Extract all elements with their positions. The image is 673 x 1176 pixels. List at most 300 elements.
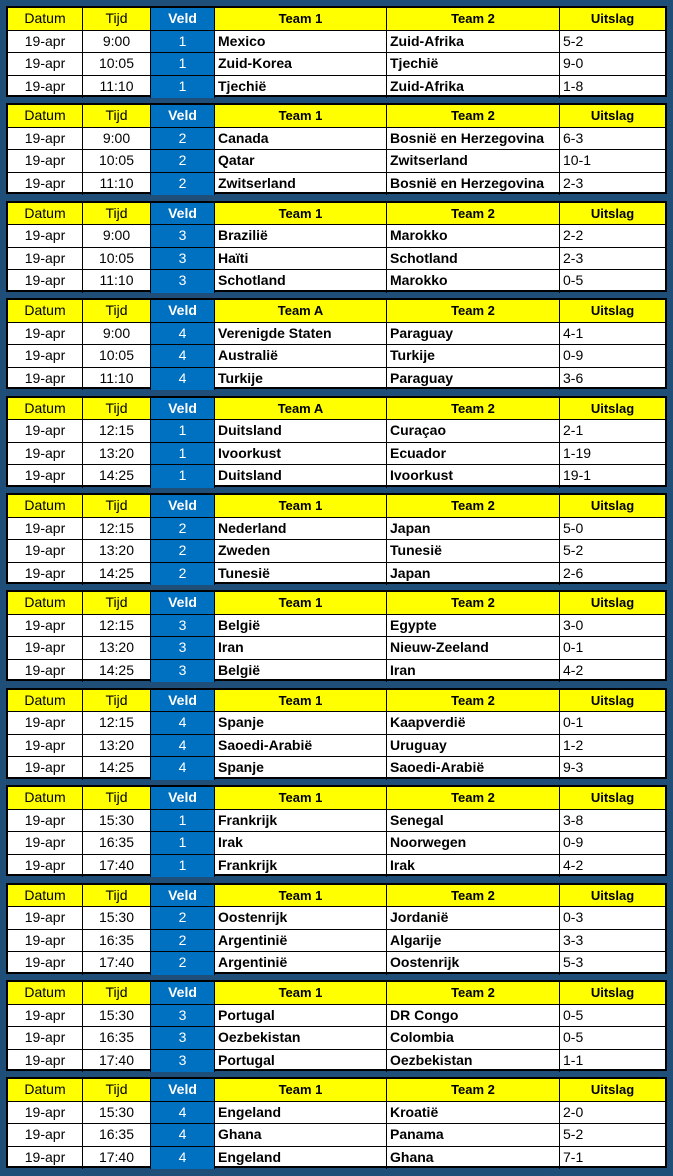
cell-field: 3: [151, 615, 215, 637]
cell-field: 3: [151, 225, 215, 247]
cell-result: 0-5: [563, 272, 584, 289]
cell-team2: Japan: [387, 563, 560, 586]
cell-team2: Oezbekistan: [387, 1050, 560, 1073]
cell-date: 19-apr: [8, 270, 83, 293]
header-result: Uitslag: [560, 982, 665, 1004]
cell-time: 10:05: [83, 53, 151, 75]
cell-result: 2-3: [563, 174, 584, 191]
header-result: Uitslag: [560, 1079, 665, 1101]
table-row: [8, 76, 665, 99]
cell-team1: Spanje: [215, 712, 387, 734]
cell-field: 1: [151, 855, 215, 878]
cell-result: 3-0: [563, 616, 584, 633]
header-team2: Team 2: [387, 982, 560, 1004]
cell-team1: Saoedi-Arabië: [215, 735, 387, 757]
cell-date: 19-apr: [8, 518, 83, 540]
table-row: [8, 368, 665, 391]
cell-time: 15:30: [83, 907, 151, 929]
header-row: [8, 398, 665, 421]
table-row: [8, 1005, 665, 1028]
cell-time: 9:00: [83, 225, 151, 247]
cell-team1: Mexico: [215, 31, 387, 53]
header-team2: Team 2: [387, 787, 560, 809]
header-date: Datum: [8, 787, 83, 809]
table-row: [8, 128, 665, 151]
table-row: [8, 150, 665, 173]
cell-date: 19-apr: [8, 907, 83, 929]
cell-result: 2-3: [563, 249, 584, 266]
cell-team1: Turkije: [215, 368, 387, 391]
header-team2: Team 2: [387, 105, 560, 127]
table-row: [8, 225, 665, 248]
cell-team1: Zuid-Korea: [215, 53, 387, 75]
cell-field: 1: [151, 810, 215, 832]
cell-date: 19-apr: [8, 1005, 83, 1027]
cell-field: 3: [151, 1050, 215, 1073]
cell-result: 4-1: [563, 324, 584, 341]
cell-team2: Kaapverdië: [387, 712, 560, 734]
header-row: [8, 1079, 665, 1102]
cell-team1: Portugal: [215, 1050, 387, 1073]
cell-result: 2-1: [563, 422, 584, 439]
cell-time: 13:20: [83, 540, 151, 562]
cell-team1: Zweden: [215, 540, 387, 562]
header-time: Tijd: [83, 592, 151, 614]
cell-team1: Ghana: [215, 1124, 387, 1146]
header-row: [8, 787, 665, 810]
cell-result: 9-0: [563, 55, 584, 71]
header-result: Uitslag: [560, 787, 665, 809]
cell-team1: Australië: [215, 345, 387, 367]
cell-time: 13:20: [83, 443, 151, 465]
table-row: [8, 952, 665, 975]
cell-time: 10:05: [83, 150, 151, 172]
cell-field: 4: [151, 345, 215, 367]
cell-result: 9-3: [563, 759, 584, 776]
header-result: Uitslag: [560, 592, 665, 614]
cell-result: 1-2: [563, 736, 584, 753]
cell-time: 16:35: [83, 1027, 151, 1049]
header-date: Datum: [8, 105, 83, 127]
header-team2: Team 2: [387, 203, 560, 225]
cell-result: 2-2: [563, 227, 584, 244]
cell-team2: Tjechië: [387, 53, 560, 75]
header-row: [8, 690, 665, 713]
match-block: [6, 396, 667, 487]
cell-result: 4-2: [563, 856, 584, 873]
cell-field: 2: [151, 930, 215, 952]
cell-team1: Brazilië: [215, 225, 387, 247]
cell-team2: Egypte: [387, 615, 560, 637]
header-date: Datum: [8, 1079, 83, 1101]
header-date: Datum: [8, 203, 83, 225]
cell-date: 19-apr: [8, 1147, 83, 1170]
header-team1: Team 1: [215, 787, 387, 809]
cell-result: 2-0: [563, 1103, 584, 1120]
table-row: [8, 855, 665, 878]
cell-result: 3-3: [563, 931, 584, 948]
cell-field: 4: [151, 1147, 215, 1170]
cell-team2: Kroatië: [387, 1102, 560, 1124]
cell-team2: Nieuw-Zeeland: [387, 637, 560, 659]
cell-team2: Schotland: [387, 248, 560, 270]
cell-time: 12:15: [83, 712, 151, 734]
header-team2: Team 2: [387, 8, 560, 30]
cell-date: 19-apr: [8, 368, 83, 391]
table-row: [8, 173, 665, 196]
cell-time: 15:30: [83, 1005, 151, 1027]
cell-field: 1: [151, 420, 215, 442]
cell-result: 0-3: [563, 909, 584, 926]
header-time: Tijd: [83, 495, 151, 517]
cell-field: 2: [151, 173, 215, 196]
header-date: Datum: [8, 592, 83, 614]
cell-result: 1-1: [563, 1051, 584, 1068]
cell-time: 11:10: [83, 173, 151, 196]
table-row: [8, 323, 665, 346]
header-team2: Team 2: [387, 495, 560, 517]
cell-result: 4-2: [563, 661, 584, 678]
cell-date: 19-apr: [8, 150, 83, 172]
cell-date: 19-apr: [8, 173, 83, 196]
match-block: [6, 298, 667, 389]
cell-field: 4: [151, 323, 215, 345]
cell-date: 19-apr: [8, 952, 83, 975]
header-field: Veld: [151, 885, 215, 907]
header-result: Uitslag: [560, 8, 665, 30]
cell-team2: Ghana: [387, 1147, 560, 1170]
match-block: [6, 201, 667, 292]
cell-team2: Tunesië: [387, 540, 560, 562]
header-field: Veld: [151, 690, 215, 712]
cell-team1: Argentinië: [215, 952, 387, 975]
cell-result: 7-1: [563, 1148, 584, 1165]
cell-date: 19-apr: [8, 1102, 83, 1124]
cell-result: 1-8: [563, 77, 584, 94]
header-row: [8, 203, 665, 226]
cell-date: 19-apr: [8, 53, 83, 75]
table-row: [8, 757, 665, 780]
header-date: Datum: [8, 398, 83, 420]
cell-team2: Saoedi-Arabië: [387, 757, 560, 780]
cell-field: 1: [151, 465, 215, 488]
header-date: Datum: [8, 495, 83, 517]
cell-date: 19-apr: [8, 76, 83, 99]
header-result: Uitslag: [560, 495, 665, 517]
cell-team2: Iran: [387, 660, 560, 683]
cell-field: 2: [151, 907, 215, 929]
header-time: Tijd: [83, 398, 151, 420]
cell-team1: Irak: [215, 832, 387, 854]
cell-field: 3: [151, 1027, 215, 1049]
cell-time: 10:05: [83, 345, 151, 367]
cell-field: 2: [151, 540, 215, 562]
header-field: Veld: [151, 8, 215, 30]
cell-time: 15:30: [83, 810, 151, 832]
cell-time: 16:35: [83, 1124, 151, 1146]
header-team1: Team A: [215, 398, 387, 420]
cell-time: 9:00: [83, 323, 151, 345]
cell-team1: Duitsland: [215, 465, 387, 488]
cell-team2: Senegal: [387, 810, 560, 832]
cell-time: 17:40: [83, 952, 151, 975]
cell-result: 5-2: [563, 32, 584, 49]
cell-team1: Spanje: [215, 757, 387, 780]
cell-team1: Portugal: [215, 1005, 387, 1027]
cell-team2: Paraguay: [387, 323, 560, 345]
cell-time: 15:30: [83, 1102, 151, 1124]
cell-field: 1: [151, 443, 215, 465]
cell-field: 2: [151, 128, 215, 150]
table-row: [8, 465, 665, 488]
cell-team1: Canada: [215, 128, 387, 150]
cell-time: 13:20: [83, 637, 151, 659]
cell-team1: België: [215, 660, 387, 683]
cell-date: 19-apr: [8, 810, 83, 832]
match-block: [6, 6, 667, 97]
cell-team1: Ivoorkust: [215, 443, 387, 465]
cell-time: 14:25: [83, 660, 151, 683]
table-row: [8, 540, 665, 563]
cell-result: 0-9: [563, 834, 584, 851]
table-row: [8, 420, 665, 443]
cell-team1: Engeland: [215, 1102, 387, 1124]
header-team1: Team 1: [215, 885, 387, 907]
header-time: Tijd: [83, 1079, 151, 1101]
cell-date: 19-apr: [8, 248, 83, 270]
header-date: Datum: [8, 690, 83, 712]
cell-field: 3: [151, 660, 215, 683]
cell-result: 5-2: [563, 1126, 584, 1143]
match-block: [6, 493, 667, 584]
cell-team2: Paraguay: [387, 368, 560, 391]
header-result: Uitslag: [560, 690, 665, 712]
cell-date: 19-apr: [8, 832, 83, 854]
header-result: Uitslag: [560, 300, 665, 322]
header-field: Veld: [151, 495, 215, 517]
cell-field: 4: [151, 368, 215, 391]
cell-date: 19-apr: [8, 345, 83, 367]
header-row: [8, 8, 665, 31]
cell-date: 19-apr: [8, 31, 83, 53]
cell-team1: Verenigde Staten: [215, 323, 387, 345]
header-row: [8, 300, 665, 323]
cell-date: 19-apr: [8, 712, 83, 734]
cell-time: 17:40: [83, 1147, 151, 1170]
cell-time: 14:25: [83, 563, 151, 586]
header-date: Datum: [8, 885, 83, 907]
header-date: Datum: [8, 8, 83, 30]
table-row: [8, 930, 665, 953]
cell-team2: Ivoorkust: [387, 465, 560, 488]
cell-date: 19-apr: [8, 1027, 83, 1049]
header-time: Tijd: [83, 105, 151, 127]
header-team2: Team 2: [387, 592, 560, 614]
header-field: Veld: [151, 105, 215, 127]
cell-time: 13:20: [83, 735, 151, 757]
header-result: Uitslag: [560, 203, 665, 225]
header-team1: Team 1: [215, 105, 387, 127]
cell-team1: Argentinië: [215, 930, 387, 952]
table-row: [8, 1027, 665, 1050]
cell-result: 6-3: [563, 129, 584, 146]
cell-result: 1-19: [563, 444, 592, 461]
cell-date: 19-apr: [8, 540, 83, 562]
table-row: [8, 345, 665, 368]
cell-time: 16:35: [83, 930, 151, 952]
cell-field: 1: [151, 53, 215, 75]
cell-team2: Marokko: [387, 225, 560, 247]
table-row: [8, 1102, 665, 1125]
table-row: [8, 637, 665, 660]
cell-date: 19-apr: [8, 1124, 83, 1146]
cell-result: 0-9: [563, 347, 584, 364]
cell-field: 4: [151, 712, 215, 734]
cell-field: 3: [151, 1005, 215, 1027]
cell-team2: Japan: [387, 518, 560, 540]
cell-result: 3-6: [563, 369, 584, 386]
header-team1: Team 1: [215, 690, 387, 712]
table-row: [8, 270, 665, 293]
cell-team2: Zuid-Afrika: [387, 31, 560, 53]
cell-team1: Qatar: [215, 150, 387, 172]
match-block: [6, 785, 667, 876]
cell-team2: Panama: [387, 1124, 560, 1146]
table-row: [8, 660, 665, 683]
table-row: [8, 53, 665, 76]
header-time: Tijd: [83, 203, 151, 225]
header-row: [8, 982, 665, 1005]
cell-time: 12:15: [83, 420, 151, 442]
table-row: [8, 810, 665, 833]
cell-field: 3: [151, 637, 215, 659]
cell-date: 19-apr: [8, 615, 83, 637]
cell-time: 9:00: [83, 128, 151, 150]
table-row: [8, 1124, 665, 1147]
cell-time: 14:25: [83, 465, 151, 488]
header-team2: Team 2: [387, 398, 560, 420]
header-team2: Team 2: [387, 300, 560, 322]
cell-field: 4: [151, 735, 215, 757]
cell-time: 11:10: [83, 76, 151, 99]
cell-time: 10:05: [83, 248, 151, 270]
match-block: [6, 1077, 667, 1168]
cell-date: 19-apr: [8, 420, 83, 442]
cell-field: 2: [151, 518, 215, 540]
cell-date: 19-apr: [8, 128, 83, 150]
table-row: [8, 248, 665, 271]
header-field: Veld: [151, 398, 215, 420]
cell-date: 19-apr: [8, 465, 83, 488]
cell-team1: Engeland: [215, 1147, 387, 1170]
cell-time: 17:40: [83, 1050, 151, 1073]
cell-result: 2-6: [563, 564, 584, 581]
match-block: [6, 883, 667, 974]
cell-time: 17:40: [83, 855, 151, 878]
cell-team2: Turkije: [387, 345, 560, 367]
cell-field: 1: [151, 31, 215, 53]
cell-date: 19-apr: [8, 930, 83, 952]
cell-team1: Oezbekistan: [215, 1027, 387, 1049]
cell-team1: Frankrijk: [215, 855, 387, 878]
cell-team2: Zwitserland: [387, 150, 560, 172]
cell-team2: DR Congo: [387, 1005, 560, 1027]
cell-team1: Frankrijk: [215, 810, 387, 832]
table-row: [8, 1050, 665, 1073]
cell-result: 19-1: [563, 467, 592, 484]
cell-team2: Noorwegen: [387, 832, 560, 854]
match-block: [6, 980, 667, 1071]
header-field: Veld: [151, 1079, 215, 1101]
cell-date: 19-apr: [8, 563, 83, 586]
cell-team1: Zwitserland: [215, 173, 387, 196]
cell-team1: Tjechië: [215, 76, 387, 99]
header-team1: Team A: [215, 300, 387, 322]
table-row: [8, 735, 665, 758]
cell-team2: Marokko: [387, 270, 560, 293]
cell-result: 5-0: [563, 519, 584, 536]
cell-team2: Jordanië: [387, 907, 560, 929]
cell-date: 19-apr: [8, 443, 83, 465]
cell-time: 14:25: [83, 757, 151, 780]
table-row: [8, 31, 665, 54]
cell-result: 5-3: [563, 954, 584, 971]
cell-team1: Oostenrijk: [215, 907, 387, 929]
match-block: [6, 590, 667, 681]
cell-field: 3: [151, 248, 215, 270]
cell-team1: Iran: [215, 637, 387, 659]
cell-field: 2: [151, 563, 215, 586]
cell-time: 11:10: [83, 270, 151, 293]
cell-field: 3: [151, 270, 215, 293]
table-row: [8, 615, 665, 638]
table-row: [8, 832, 665, 855]
header-team1: Team 1: [215, 982, 387, 1004]
cell-result: 5-2: [563, 542, 584, 558]
header-result: Uitslag: [560, 885, 665, 907]
table-row: [8, 712, 665, 735]
header-time: Tijd: [83, 982, 151, 1004]
header-time: Tijd: [83, 787, 151, 809]
cell-team2: Uruguay: [387, 735, 560, 757]
header-row: [8, 105, 665, 128]
cell-team2: Ecuador: [387, 443, 560, 465]
header-team1: Team 1: [215, 495, 387, 517]
table-row: [8, 907, 665, 930]
cell-team2: Curaçao: [387, 420, 560, 442]
header-row: [8, 592, 665, 615]
cell-team2: Algarije: [387, 930, 560, 952]
cell-date: 19-apr: [8, 323, 83, 345]
cell-result: 0-5: [563, 1029, 584, 1045]
cell-result: 3-8: [563, 811, 584, 828]
cell-team1: Schotland: [215, 270, 387, 293]
cell-field: 4: [151, 1124, 215, 1146]
cell-field: 2: [151, 952, 215, 975]
cell-date: 19-apr: [8, 757, 83, 780]
header-team1: Team 1: [215, 203, 387, 225]
cell-team1: Duitsland: [215, 420, 387, 442]
header-field: Veld: [151, 300, 215, 322]
cell-time: 11:10: [83, 368, 151, 391]
cell-time: 16:35: [83, 832, 151, 854]
cell-team2: Bosnië en Herzegovina: [387, 173, 560, 196]
cell-date: 19-apr: [8, 225, 83, 247]
header-time: Tijd: [83, 300, 151, 322]
header-result: Uitslag: [560, 105, 665, 127]
header-team2: Team 2: [387, 885, 560, 907]
cell-team2: Oostenrijk: [387, 952, 560, 975]
